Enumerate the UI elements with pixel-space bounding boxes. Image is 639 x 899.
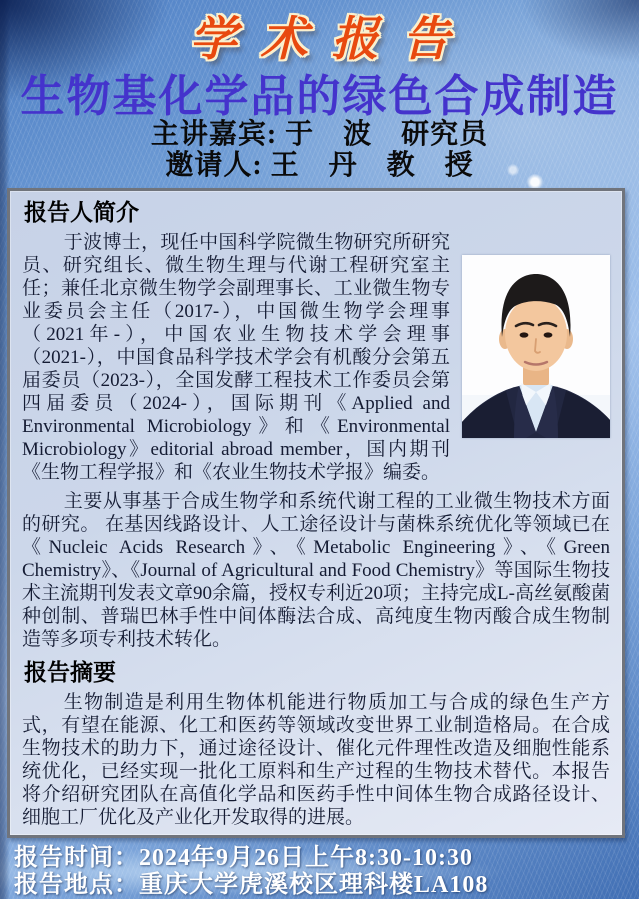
abstract-heading: 报告摘要 bbox=[24, 659, 116, 685]
info-panel bbox=[7, 188, 625, 838]
location-label: 报告地点： bbox=[14, 872, 139, 898]
bio-paragraph-1: 于波博士，现任中国科学院微生物研究所研究员、研究组长、微生物生理与代谢工程研究室主任；兼任北京微生物学会副理事长、工业微生物专业委员会主任（2017-），中国微生物学会理事（2021年-），中国农业生物技术学会理事（2021-），中国食品科学技术学会有机酸分会第五届委员（2023-），全国发酵工程技术工作委员会第四届委员（2024-），国际期刊《Applied and Environmental Microbiology》和《Environmental Microbiology》editorial abroad member，国内期刊《生物工程学报》和《农业生物技术学报》编委。 bbox=[22, 232, 450, 483]
guest-lines bbox=[0, 119, 639, 181]
inviter-line: 邀请人: 王 丹 教 授 bbox=[165, 150, 474, 181]
location-value: 重庆大学虎溪校区理科楼LA108 bbox=[139, 872, 489, 898]
time-line bbox=[14, 845, 488, 872]
abstract-paragraph: 生物制造是利用生物体机能进行物质加工与合成的绿色生产方式，有望在能源、化工和医药等领域改变世界工业制造格局。在合成生物技术的助力下，通过途径设计、催化元件理性改造及细胞性能系统优化，已经实现一批化工原料和生产过程的生物技术替代。本报告将介绍研究团队在高值化学品和医药手性中间体生物合成路径设计、细胞工厂优化及产业化开发取得的进展。 bbox=[22, 692, 610, 828]
time-value: 2024年9月26日上午8:30-10:30 bbox=[139, 845, 473, 871]
bio-body bbox=[22, 231, 610, 651]
speaker-line: 主讲嘉宾: 于 波 研究员 bbox=[150, 119, 489, 150]
speaker-photo bbox=[462, 255, 610, 438]
sparkle-decoration bbox=[507, 164, 519, 176]
bio-paragraph-2: 主要从事基于合成生物学和系统代谢工程的工业微生物技术方面的研究。 在基因线路设计、人工途径设计与菌株系统优化等领域已在《Nucleic Acids Research》、《Metabolic Engineering》、《Green Chemistry》、《Journal of Agricultural and Food Chemistry》等国际生物技术主流期刊发表文章90余篇，授权专利近20项；主持完成L-高丝氨酸菌种创制、普瑞巴林手性中间体酶法合成、高纯度生物丙酸合成生物制造等多项专利技术转化。 bbox=[22, 491, 610, 650]
bio-heading: 报告人简介 bbox=[24, 199, 139, 225]
speaker-portrait-graphic bbox=[462, 255, 610, 438]
location-line bbox=[14, 872, 488, 899]
lecture-title: 生物基化学品的绿色合成制造 bbox=[20, 72, 619, 121]
time-label: 报告时间： bbox=[14, 845, 139, 871]
footer bbox=[14, 845, 488, 899]
banner-title: 学术报告 bbox=[189, 14, 474, 66]
